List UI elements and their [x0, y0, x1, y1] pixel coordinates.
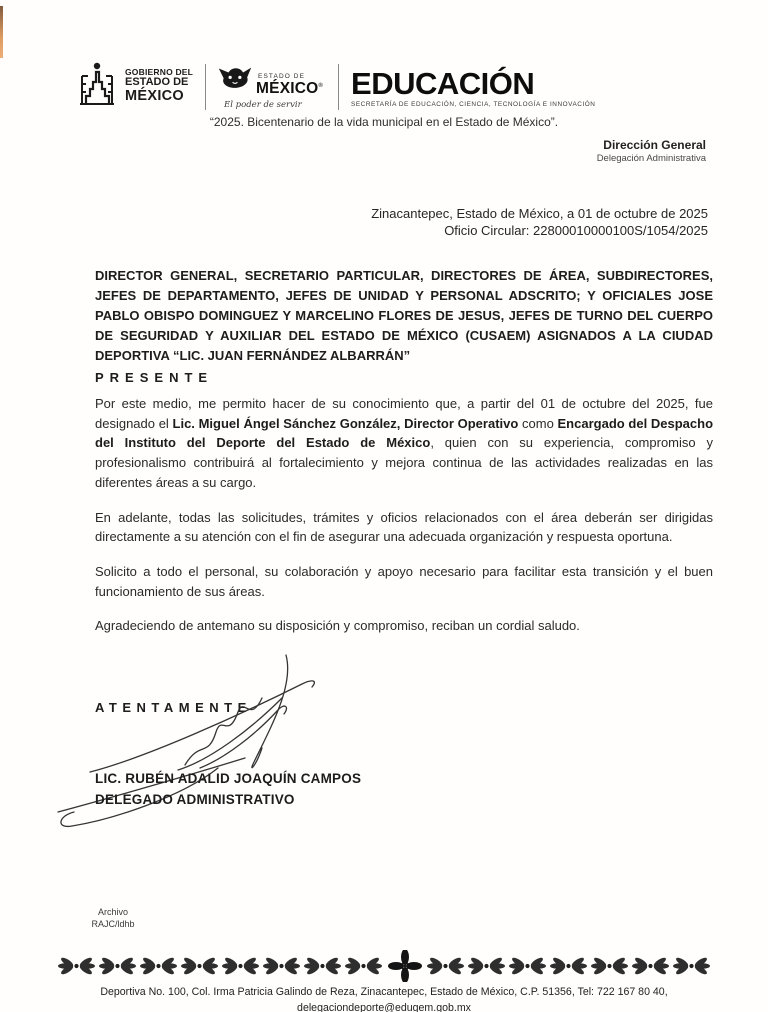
letter-body	[95, 394, 713, 651]
coat-of-arms-icon	[76, 60, 118, 113]
place-and-date: Zinacantepec, Estado de México, a 01 de octubre de 2025	[371, 206, 708, 221]
estado-de-mexico-logo	[218, 64, 326, 110]
estado-de-label: ESTADO DE	[258, 72, 306, 80]
center-flower	[388, 950, 422, 982]
paragraph-1: Por este medio, me permito hacer de su conocimiento que, a partir del 01 de octubre del 2025, fue designado el Lic. Miguel Ángel Sánchez González, Director Operativo como Encargado del Despacho del Instituto del Deporte del Estado de México, quien con su experiencia, compromiso y profesionalismo contribuirá al fortalecimiento y mejora continua de las actividades realizadas en las diferentes áreas a su cargo.	[95, 396, 714, 490]
scan-edge-artifact	[0, 6, 3, 58]
gobierno-line3: MÉXICO	[125, 88, 184, 105]
gobierno-edomex-wordmark	[125, 68, 193, 104]
archive-label: Archivo	[97, 907, 128, 917]
footer-email: delegaciondeporte@edugem.gob.mx	[297, 1002, 471, 1012]
footer-address: Deportiva No. 100, Col. Irma Patricia Galindo de Reza, Zinacantepec, Estado de México, C.P. 51356, Tel: 722 167 80 40,	[100, 986, 668, 998]
signer-name: LIC. RUBÉN ADALID JOAQUÍN CAMPOS	[95, 771, 362, 786]
dateline-block	[371, 205, 708, 239]
laurel-border-ornament	[56, 950, 712, 987]
office-delegacion-administrativa: Delegación Administrativa	[596, 153, 706, 164]
recipient-text: DIRECTOR GENERAL, SECRETARIO PARTICULAR, DIRECTORES DE ÁREA, SUBDIRECTORES, JEFES DE DEPARTAMENTO, JEFES DE UNIDAD Y PERSONAL ADSCRITO; Y OFICIALES JOSE PABLO OBISPO DOMINGUEZ Y MARCELINO FLORES DE JESUS, JEFES DE TURNO DEL CUERPO DE SEGURIDAD Y AUXILIAR DEL ESTADO DE MÉXICO (CUSAEM) ASIGNADOS A LA CIUDAD DEPORTIVA “LIC. JUAN FERNÁNDEZ ALBARRÁN”	[95, 268, 713, 363]
signer-title: DELEGADO ADMINISTRATIVO	[95, 792, 295, 807]
oficio-number: Oficio Circular: 22800010000100S/1054/2025	[444, 223, 708, 238]
gobierno-line2: ESTADO DE	[125, 76, 189, 89]
educacion-logo	[351, 66, 595, 108]
educacion-title: EDUCACIÓN	[351, 65, 535, 101]
recipient-block	[95, 266, 713, 388]
jaguar-head-icon	[218, 64, 252, 99]
signer-block	[95, 768, 361, 810]
paragraph-2: En adelante, todas las solicitudes, trámites y oficios relacionados con el área deberán ser dirigidas directamente a su atención con el fin de asegurar una adecuada organización y respuesta oportuna.	[95, 509, 713, 545]
gobierno-line1: GOBIERNO DEL	[125, 67, 194, 78]
paragraph-4: Agradeciendo de antemano su disposición y compromiso, reciban un cordial saludo.	[95, 618, 580, 634]
issuing-office	[597, 138, 706, 164]
logo-tagline: El poder de servir	[224, 99, 302, 110]
year-slogan: “2025. Bicentenario de la vida municipal en el Estado de México”.	[209, 115, 559, 129]
paragraph-3: Solicito a todo el personal, su colaboración y apoyo necesario para facilitar esta transición y el buen funcionamiento de sus áreas.	[95, 563, 713, 599]
mexico-wordmark: MÉXICO®	[256, 79, 324, 97]
presente-line: PRESENTE	[95, 370, 214, 385]
archive-initials	[84, 906, 142, 930]
registered-mark: ®	[318, 82, 324, 89]
office-direccion-general: Dirección General	[603, 138, 706, 152]
letterhead	[76, 60, 595, 113]
atentamente-line: ATENTAMENTE	[95, 700, 252, 715]
header-divider-2	[338, 64, 339, 110]
handwritten-signature	[50, 640, 350, 845]
educacion-subtitle: SECRETARÍA DE EDUCACIÓN, CIENCIA, TECNOLOGÍA E INNOVACIÓN	[351, 100, 596, 108]
header-divider	[205, 64, 206, 110]
archive-code: RAJC/ldhb	[91, 919, 135, 929]
gobierno-edomex-logo	[76, 60, 193, 113]
